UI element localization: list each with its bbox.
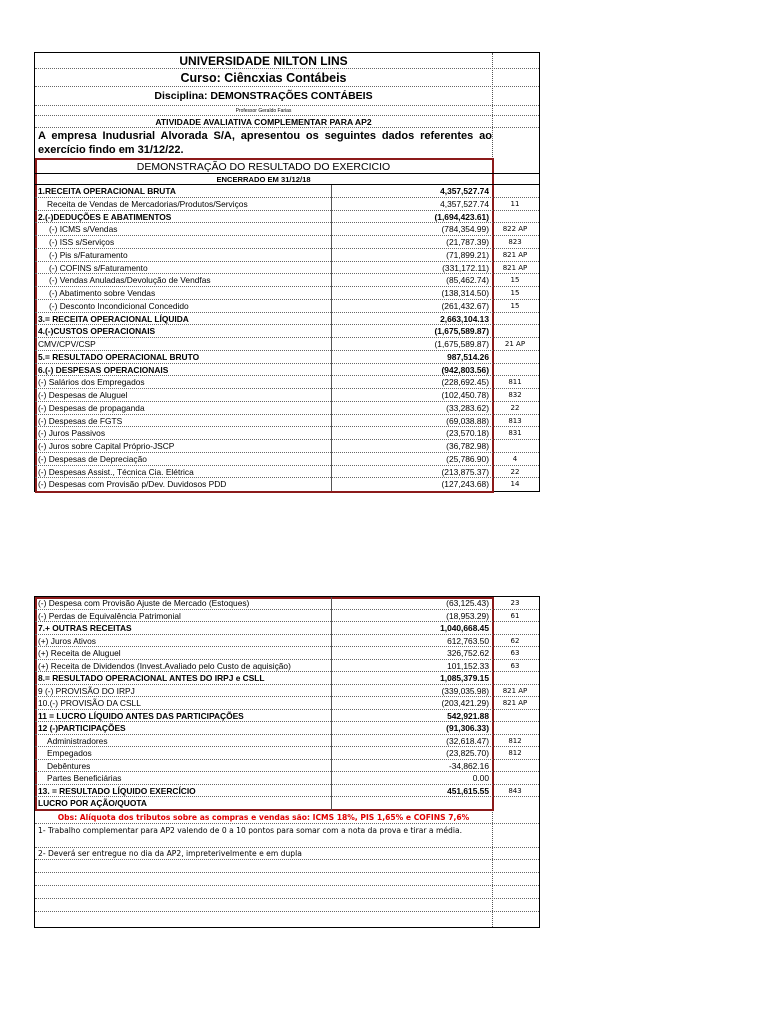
row-label: (-) Juros Passivos (38, 428, 106, 439)
row-value: 0.00 (472, 773, 489, 783)
row-value: (32,618.47) (446, 735, 489, 746)
row-account-code: 821 AP (502, 250, 528, 259)
row-account-code: 821 AP (502, 699, 528, 707)
dre-rows (35, 185, 539, 491)
row-value: (85,462.74) (446, 275, 489, 286)
row-value: (127,243.68) (441, 479, 489, 490)
row-label: 11 = LUCRO LÍQUIDO ANTES DAS PARTICIPAÇÕES (38, 710, 244, 721)
row-value: (138,314.50) (441, 288, 489, 298)
table-row (35, 211, 539, 224)
empty-row (35, 899, 539, 912)
row-value: 987,514.26 (447, 351, 489, 362)
table-row (35, 797, 539, 810)
row-label: (-) Despesas de FGTS (38, 415, 123, 426)
table-row (35, 697, 539, 710)
table-row (35, 610, 539, 623)
table-row (35, 710, 539, 723)
course-name: Curso: Ciêncxias Contábeis (180, 71, 347, 85)
tax-rates-note: Obs: Alíquota dos tributos sobre as compras e vendas são: ICMS 18%, PIS 1,65% e COFINS 7,6% (57, 813, 470, 822)
row-label: Partes Beneficiárias (47, 773, 122, 783)
row-value: 2,663,104.13 (440, 313, 489, 324)
table-row (35, 685, 539, 698)
empty-row (35, 860, 539, 873)
row-label: 12 (-)PARTICIPAÇÕES (38, 723, 126, 733)
row-label: (-) ISS s/Serviços (49, 237, 115, 247)
note-1: 1- Trabalho complementar para AP2 valendo de 0 a 10 pontos para somar com a nota da prova e tirar a média. (38, 826, 463, 835)
row-account-code: 15 (510, 301, 520, 310)
row-account-code: 843 (508, 786, 522, 795)
table-row (35, 389, 539, 402)
header-row (35, 87, 539, 106)
row-value: (36,782.98) (446, 441, 489, 451)
table-row (35, 287, 539, 300)
row-value: 101,152.33 (447, 660, 489, 671)
row-account-code: 63 (510, 649, 520, 657)
row-label: 1.RECEITA OPERACIONAL BRUTA (38, 186, 176, 196)
row-label: (-) Despesas de Depreciação (38, 453, 147, 464)
dre-sheet-page-1 (34, 52, 540, 492)
row-label: (-) Abatimento sobre Vendas (49, 288, 156, 298)
table-row (35, 760, 539, 773)
row-label: (-) Despesa com Provisão Ajuste de Mercado (Estoques) (38, 598, 250, 608)
table-row (35, 635, 539, 648)
table-row (35, 735, 539, 748)
table-row (35, 185, 539, 198)
row-label: (+) Juros Ativos (38, 635, 96, 646)
table-row (35, 622, 539, 635)
activity-title: ATIVIDADE AVALIATIVA COMPLEMENTAR PARA AP2 (155, 117, 372, 127)
table-row (35, 402, 539, 415)
row-value: (33,283.62) (446, 402, 489, 413)
table-row (35, 597, 539, 610)
row-account-code: 821 AP (502, 686, 528, 695)
dre-subtitle-row (35, 174, 539, 185)
table-row (35, 785, 539, 798)
row-value: (1,694,423.61) (434, 211, 489, 222)
table-row (35, 236, 539, 249)
row-value: (1,675,589.87) (434, 326, 489, 337)
row-value: (91,306.33) (446, 723, 489, 733)
table-row (35, 722, 539, 735)
row-label: (-) Despesas com Provisão p/Dev. Duvidosos PDD (38, 479, 227, 490)
row-value: 451,615.55 (447, 785, 489, 796)
table-row (35, 453, 539, 466)
professor-name: Professor Geraldo Farias (235, 108, 292, 114)
row-value: (203,421.29) (441, 698, 489, 708)
table-row (35, 300, 539, 313)
row-value: (23,825.70) (446, 748, 489, 758)
row-value: (1,675,589.87) (434, 339, 489, 349)
row-label: (-) Pis s/Faturamento (49, 249, 128, 260)
row-account-code: 812 (508, 736, 522, 745)
row-value: (228,692.45) (441, 377, 489, 388)
row-value: (69,038.88) (446, 415, 489, 426)
row-label: Receita de Vendas de Mercadorias/Produtos/Serviços (47, 198, 248, 209)
continuation-rows (35, 597, 539, 809)
dre-sheet-page-2 (34, 596, 540, 928)
table-row (35, 427, 539, 440)
table-row (35, 198, 539, 211)
table-row (35, 313, 539, 326)
row-label: CMV/CPV/CSP (38, 339, 96, 349)
table-row (35, 747, 539, 760)
row-account-code: 811 (508, 378, 522, 387)
empty-row (35, 873, 539, 886)
row-account-code: 15 (510, 289, 520, 297)
row-label: (-) Despesas de Aluguel (38, 390, 128, 400)
row-value: 4,357,527.74 (440, 198, 489, 209)
table-row (35, 660, 539, 673)
empty-row (35, 886, 539, 899)
row-account-code: 832 (508, 391, 522, 399)
row-value: (784,354.99) (441, 224, 489, 235)
row-value: (18,953.29) (446, 610, 489, 621)
header-row (35, 106, 539, 116)
table-row (35, 262, 539, 275)
row-value: (23,570.18) (446, 428, 489, 439)
row-value: 326,752.62 (447, 648, 489, 658)
row-account-code: 21 AP (504, 340, 526, 348)
row-label: (-) Salários dos Empregados (38, 377, 145, 388)
row-label: LUCRO POR AÇÃO/QUOTA (38, 798, 147, 808)
note-row (35, 824, 539, 848)
row-label: (+) Receita de Aluguel (38, 648, 121, 658)
row-label: 9 (-) PROVISÃO DO IRPJ (38, 685, 135, 696)
row-label: (-) ICMS s/Vendas (49, 224, 118, 235)
table-row (35, 647, 539, 660)
table-row (35, 772, 539, 785)
row-account-code: 822 AP (502, 225, 528, 234)
row-account-code: 821 AP (502, 263, 528, 272)
row-label: (-) Despesas Assist., Técnica Cia. Elétrica (38, 466, 194, 477)
intro-text: A empresa Inudusrial Alvorada S/A, apresentou os seguintes dados referentes ao exercício findo em 31/12/22. (38, 130, 492, 156)
row-account-code: 61 (510, 611, 520, 620)
table-row (35, 249, 539, 262)
row-account-code: 4 (512, 454, 518, 463)
table-row (35, 376, 539, 389)
row-value: (63,125.43) (446, 598, 489, 608)
row-account-code: 62 (510, 636, 520, 645)
table-row (35, 325, 539, 338)
row-value: (71,899.21) (446, 249, 489, 260)
dre-subtitle: ENCERRADO EM 31/12/18 (216, 175, 311, 184)
row-label: (-) Perdas de Equivalência Patrimonial (38, 610, 181, 621)
row-value: 612,763.50 (447, 635, 489, 646)
table-row (35, 223, 539, 236)
row-label: 13. = RESULTADO LÍQUIDO EXERCÍCIO (38, 785, 196, 796)
row-account-code: 23 (510, 599, 520, 607)
table-row (35, 351, 539, 364)
row-label: 10.(-) PROVISÃO DA CSLL (38, 698, 141, 708)
row-label: 7.+ OUTRAS RECEITAS (38, 623, 132, 633)
dre-title: DEMONSTRAÇÃO DO RESULTADO DO EXERCICIO (136, 161, 391, 173)
row-account-code: 14 (510, 480, 520, 489)
table-row (35, 478, 539, 491)
row-label: Debêntures (47, 760, 91, 771)
row-label: 6.(-) DESPESAS OPERACIONAIS (38, 364, 169, 375)
row-value: 542,921.88 (447, 710, 489, 721)
row-account-code: 813 (508, 416, 522, 425)
row-value: (213,875.37) (441, 466, 489, 477)
row-value: -34,862.16 (448, 760, 489, 771)
row-value: 4,357,527.74 (440, 186, 489, 196)
row-account-code: 831 (508, 429, 522, 438)
row-label: 4.(-)CUSTOS OPERACIONAIS (38, 326, 156, 337)
row-account-code: 22 (510, 403, 520, 412)
row-label: (-) COFINS s/Faturamento (49, 262, 148, 273)
row-account-code: 63 (510, 661, 520, 670)
row-value: 1,085,379.15 (440, 673, 489, 683)
row-label: (-) Vendas Anuladas/Devolução de Vendfas (49, 275, 211, 286)
row-label: (-) Desconto Incondicional Concedido (49, 300, 189, 311)
row-label: 8.= RESULTADO OPERACIONAL ANTES DO IRPJ e CSLL (38, 673, 265, 683)
dre-title-row (35, 160, 539, 174)
table-row (35, 364, 539, 377)
obs-row (35, 811, 539, 824)
row-label: 2.(-)DEDUÇÕES E ABATIMENTOS (38, 211, 172, 222)
row-label: 5.= RESULTADO OPERACIONAL BRUTO (38, 351, 200, 362)
header-row (35, 69, 539, 87)
row-value: (102,450.78) (441, 390, 489, 400)
table-row (35, 274, 539, 287)
university-name: UNIVERSIDADE NILTON LINS (179, 54, 348, 68)
row-label: Empegados (47, 748, 92, 758)
row-account-code: 812 (508, 749, 522, 757)
table-row (35, 440, 539, 453)
row-value: (331,172.11) (442, 262, 489, 273)
row-account-code: 22 (510, 467, 520, 476)
intro-row (35, 128, 539, 158)
row-value: (942,803.56) (441, 364, 489, 375)
header-row (35, 53, 539, 69)
row-account-code: 823 (508, 238, 522, 246)
row-account-code: 11 (510, 199, 520, 208)
table-row (35, 466, 539, 479)
note-2: 2- Deverá ser entregue no dia da AP2, impreterivelmente e em dupla (38, 849, 302, 858)
row-value: (25,786.90) (446, 453, 489, 464)
row-account-code: 15 (510, 276, 520, 285)
row-label: (-) Despesas de propaganda (38, 402, 145, 413)
header-row (35, 116, 539, 128)
row-value: (261,432.67) (441, 300, 489, 311)
row-label: 3.= RECEITA OPERACIONAL LÍQUIDA (38, 313, 189, 324)
row-value: (339,035.98) (441, 685, 489, 696)
empty-row (35, 912, 539, 927)
row-label: (-) Juros sobre Capital Próprio-JSCP (38, 441, 175, 451)
row-value: (21,787.39) (446, 237, 489, 247)
row-label: (+) Receita de Dividendos (Invest.Avaliado pelo Custo de aquisição) (38, 660, 291, 671)
note-row (35, 848, 539, 860)
row-label: Administradores (47, 735, 108, 746)
table-row (35, 672, 539, 685)
table-row (35, 415, 539, 428)
table-row (35, 338, 539, 351)
row-value: 1,040,668.45 (440, 623, 489, 633)
discipline-name: Disciplina: DEMONSTRAÇÕES CONTÁBEIS (154, 90, 373, 102)
